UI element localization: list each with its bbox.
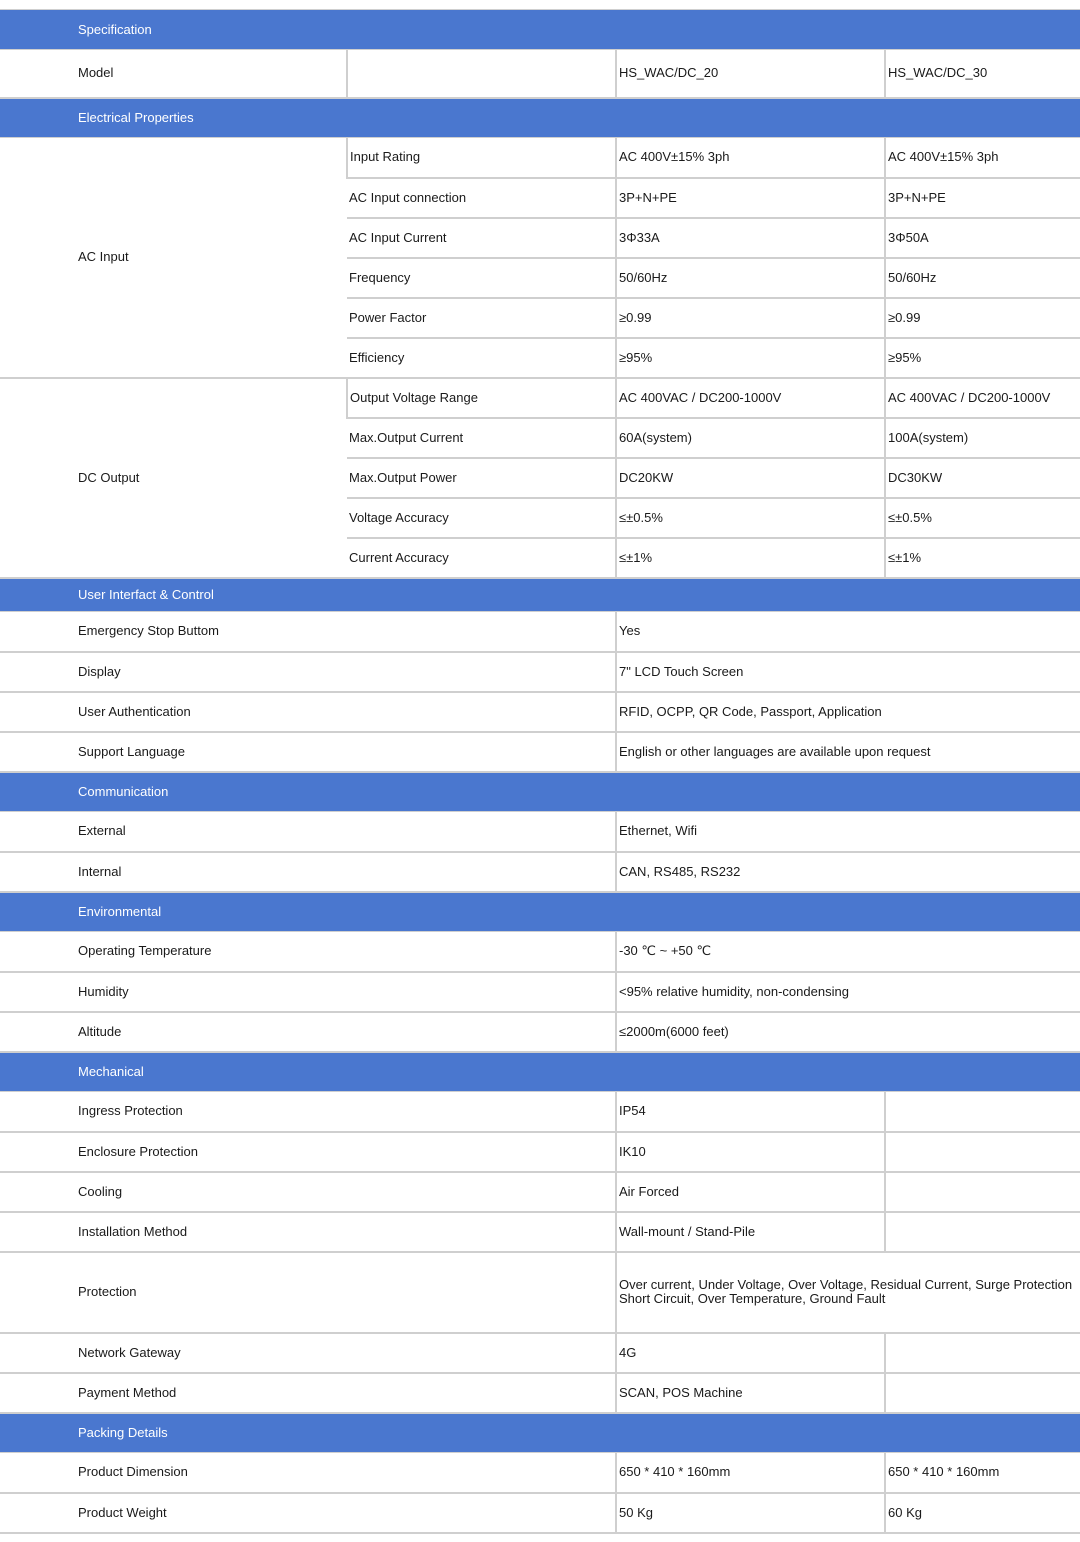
empty-cell (885, 1132, 1080, 1172)
table-row (0, 1212, 1080, 1252)
value-b: ≤±1% (885, 538, 1080, 578)
section-title: Electrical Properties (0, 98, 1080, 138)
value-a: ≤±1% (616, 538, 885, 578)
row-label: Network Gateway (0, 1333, 616, 1373)
table-row (0, 1012, 1080, 1052)
row-label: AC Input connection (347, 178, 616, 218)
table-row (0, 972, 1080, 1012)
row-value: ≤2000m(6000 feet) (616, 1012, 1080, 1052)
value-a: ≤±0.5% (616, 498, 885, 538)
row-value: -30 ℃ ~ +50 ℃ (616, 932, 1080, 972)
value-b: 100A(system) (885, 418, 1080, 458)
table-row (0, 1172, 1080, 1212)
model-value-b: HS_WAC/DC_30 (885, 50, 1080, 98)
table-row (0, 652, 1080, 692)
value-a: 650 * 410 * 160mm (616, 1453, 885, 1493)
specification-table (0, 9, 1080, 1534)
table-row (0, 1132, 1080, 1172)
table-row (0, 1092, 1080, 1132)
row-value: Ethernet, Wifi (616, 812, 1080, 852)
empty-cell (347, 50, 616, 98)
value-a: 3P+N+PE (616, 178, 885, 218)
section-header-ui-control (0, 578, 1080, 612)
section-header-electrical (0, 98, 1080, 138)
row-label: Payment Method (0, 1373, 616, 1413)
row-label: Emergency Stop Buttom (0, 612, 616, 652)
row-label: Operating Temperature (0, 932, 616, 972)
row-label: Current Accuracy (347, 538, 616, 578)
group-label-dc-output: DC Output (0, 378, 347, 578)
section-header-mechanical (0, 1052, 1080, 1092)
value-a: ≥95% (616, 338, 885, 378)
row-label: Voltage Accuracy (347, 498, 616, 538)
table-row (0, 138, 1080, 178)
row-label: User Authentication (0, 692, 616, 732)
value-b: 3P+N+PE (885, 178, 1080, 218)
row-label: Ingress Protection (0, 1092, 616, 1132)
row-value: Wall-mount / Stand-Pile (616, 1212, 885, 1252)
empty-cell (885, 1172, 1080, 1212)
row-value: Over current, Under Voltage, Over Voltage, Residual Current, Surge Protection Short Circuit, Over Temperature, Ground Fault (616, 1252, 1080, 1333)
value-a: ≥0.99 (616, 298, 885, 338)
row-label: Support Language (0, 732, 616, 772)
value-b: 650 * 410 * 160mm (885, 1453, 1080, 1493)
value-b: 50/60Hz (885, 258, 1080, 298)
row-value: English or other languages are available upon request (616, 732, 1080, 772)
section-header-packing (0, 1413, 1080, 1453)
section-header-environmental (0, 892, 1080, 932)
row-label: Model (0, 50, 347, 98)
row-value: SCAN, POS Machine (616, 1373, 885, 1413)
row-label: Input Rating (347, 138, 616, 178)
row-label: Internal (0, 852, 616, 892)
section-title: Communication (0, 772, 1080, 812)
row-label: External (0, 812, 616, 852)
table-row (0, 1453, 1080, 1493)
value-b: ≥95% (885, 338, 1080, 378)
row-value: 7" LCD Touch Screen (616, 652, 1080, 692)
value-a: DC20KW (616, 458, 885, 498)
table-row (0, 852, 1080, 892)
row-label: Humidity (0, 972, 616, 1012)
empty-cell (885, 1092, 1080, 1132)
section-title: User Interfact & Control (0, 578, 1080, 612)
section-title: Packing Details (0, 1413, 1080, 1453)
table-row (0, 612, 1080, 652)
table-row (0, 812, 1080, 852)
value-b: DC30KW (885, 458, 1080, 498)
empty-cell (885, 1373, 1080, 1413)
row-label: Altitude (0, 1012, 616, 1052)
model-value-a: HS_WAC/DC_20 (616, 50, 885, 98)
row-label: Power Factor (347, 298, 616, 338)
value-b: ≥0.99 (885, 298, 1080, 338)
row-label: Output Voltage Range (347, 378, 616, 418)
value-b: 3Φ50A (885, 218, 1080, 258)
row-value: Yes (616, 612, 1080, 652)
row-label: Cooling (0, 1172, 616, 1212)
value-a: 60A(system) (616, 418, 885, 458)
table-row (0, 932, 1080, 972)
row-label: Efficiency (347, 338, 616, 378)
row-label: Enclosure Protection (0, 1132, 616, 1172)
row-value: 4G (616, 1333, 885, 1373)
row-label: Protection (0, 1252, 616, 1333)
table-row (0, 692, 1080, 732)
section-title: Specification (0, 10, 1080, 50)
section-title: Mechanical (0, 1052, 1080, 1092)
value-b: AC 400VAC / DC200-1000V (885, 378, 1080, 418)
row-label: Frequency (347, 258, 616, 298)
value-a: 50 Kg (616, 1493, 885, 1533)
row-label: Installation Method (0, 1212, 616, 1252)
value-b: ≤±0.5% (885, 498, 1080, 538)
row-value: Air Forced (616, 1172, 885, 1212)
table-row (0, 1252, 1080, 1333)
row-label: AC Input Current (347, 218, 616, 258)
row-value: IK10 (616, 1132, 885, 1172)
value-a: AC 400V±15% 3ph (616, 138, 885, 178)
value-a: AC 400VAC / DC200-1000V (616, 378, 885, 418)
table-row (0, 1333, 1080, 1373)
empty-cell (885, 1212, 1080, 1252)
model-row (0, 50, 1080, 98)
section-title: Environmental (0, 892, 1080, 932)
row-value: <95% relative humidity, non-condensing (616, 972, 1080, 1012)
table-row (0, 378, 1080, 418)
value-a: 3Φ33A (616, 218, 885, 258)
table-row (0, 1493, 1080, 1533)
empty-cell (885, 1333, 1080, 1373)
section-header-communication (0, 772, 1080, 812)
row-label: Product Dimension (0, 1453, 616, 1493)
row-label: Max.Output Power (347, 458, 616, 498)
row-label: Product Weight (0, 1493, 616, 1533)
row-label: Max.Output Current (347, 418, 616, 458)
row-value: RFID, OCPP, QR Code, Passport, Application (616, 692, 1080, 732)
row-value: IP54 (616, 1092, 885, 1132)
row-value: CAN, RS485, RS232 (616, 852, 1080, 892)
section-header-specification (0, 10, 1080, 50)
table-row (0, 1373, 1080, 1413)
table-row (0, 732, 1080, 772)
value-b: AC 400V±15% 3ph (885, 138, 1080, 178)
value-b: 60 Kg (885, 1493, 1080, 1533)
row-label: Display (0, 652, 616, 692)
group-label-ac-input: AC Input (0, 138, 347, 378)
value-a: 50/60Hz (616, 258, 885, 298)
